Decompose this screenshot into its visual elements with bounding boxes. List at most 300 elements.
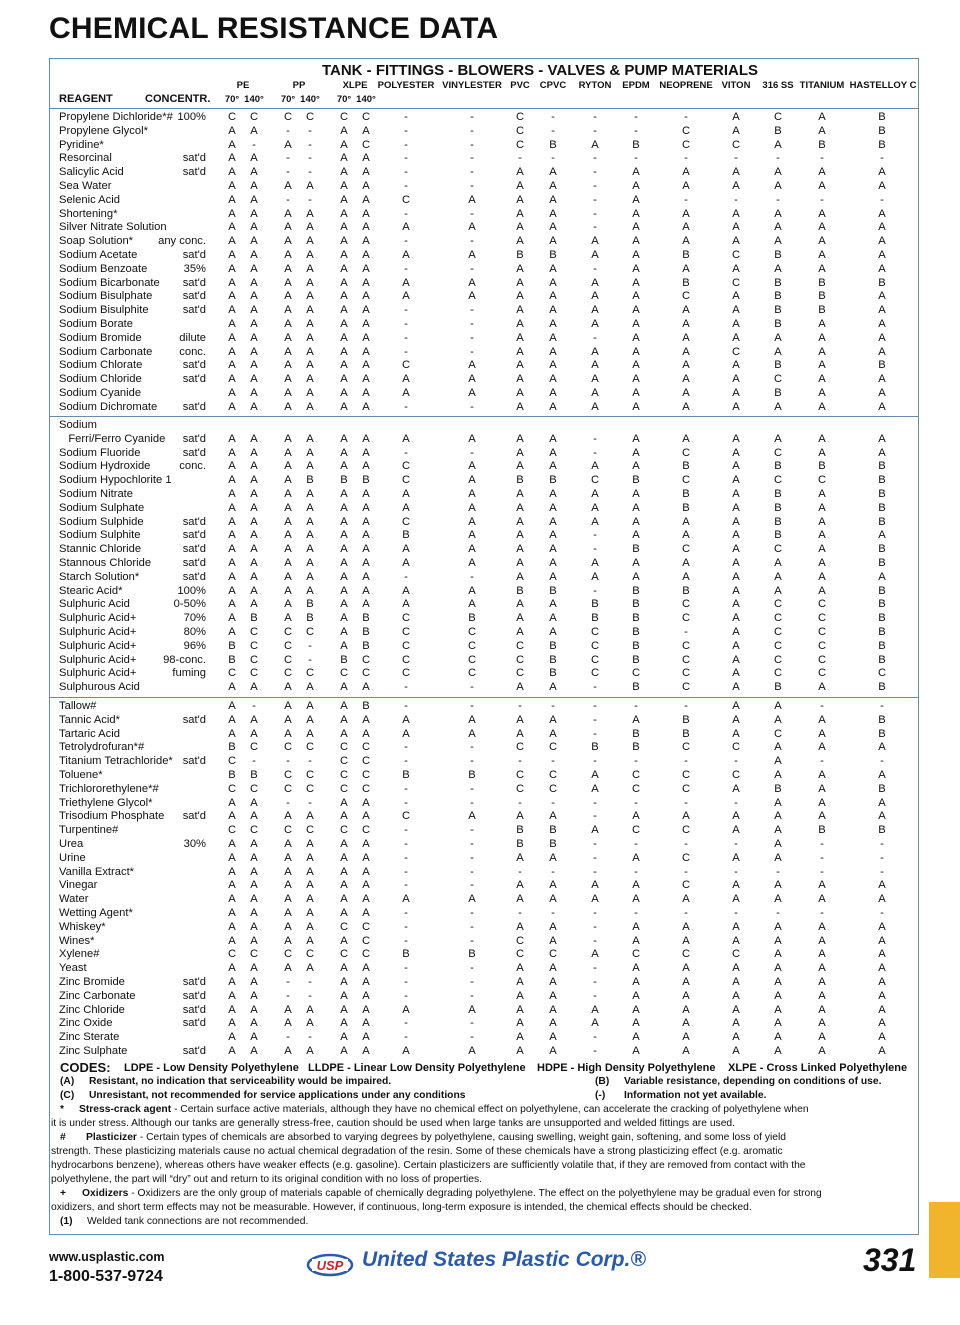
temperature-header: 70° [224,94,240,105]
resistance-rating: A [250,713,258,726]
resistance-rating: A [250,387,258,399]
resistance-rating: A [732,920,740,933]
table-row [0,290,960,304]
table-row [0,304,960,318]
resistance-rating: A [632,1045,640,1057]
resistance-rating: B [306,612,314,625]
resistance-rating: A [732,488,740,500]
reagent-name: Sodium Bromide [59,331,142,344]
resistance-rating: A [774,838,782,850]
resistance-rating: A [284,557,292,569]
resistance-rating: C [681,653,691,666]
resistance-rating: A [284,907,292,919]
resistance-rating: C [249,782,259,795]
resistance-rating: - [684,865,688,878]
resistance-rating: A [228,1003,236,1016]
resistance-rating: A [362,359,370,372]
resistance-rating: - [404,570,408,583]
resistance-rating: A [340,934,348,947]
resistance-rating: A [284,345,292,358]
resistance-rating: - [551,152,555,165]
resistance-rating: - [308,152,312,165]
resistance-rating: - [593,976,597,988]
resistance-rating: - [518,700,522,712]
resistance-rating: C [467,653,477,666]
table-row [0,557,960,571]
resistance-rating: - [470,879,474,892]
reagent-concentration: sat'd [182,557,206,569]
resistance-rating: C [305,948,315,961]
resistance-rating: A [340,318,348,330]
resistance-rating: - [634,124,638,137]
resistance-rating: A [632,460,640,473]
resistance-rating: B [362,474,370,487]
resistance-rating: - [470,111,474,123]
resistance-rating: A [228,446,236,459]
reagent-concentration: sat'd [182,276,206,289]
resistance-rating: A [516,1045,524,1057]
resistance-rating: - [880,193,884,206]
resistance-rating: A [516,488,524,500]
resistance-rating: A [632,976,640,988]
resistance-rating: C [731,948,741,961]
resistance-rating: A [632,920,640,933]
resistance-rating: C [681,598,691,611]
resistance-rating: A [632,989,640,1002]
resistance-rating: - [593,907,597,919]
resistance-rating: C [339,741,349,754]
reagent-concentration: sat'd [182,359,206,372]
resistance-rating: A [284,934,292,947]
resistance-rating: - [404,138,408,151]
resistance-rating: A [362,962,370,975]
resistance-rating: A [340,138,348,151]
resistance-rating: A [549,387,557,399]
resistance-rating: - [593,152,597,165]
resistance-rating: A [340,193,348,206]
resistance-rating: A [228,166,236,179]
resistance-rating: A [228,359,236,372]
resistance-rating: A [284,373,292,386]
stress-heading: Stress-crack agent [79,1104,172,1115]
resistance-rating: - [684,193,688,206]
resistance-rating: A [818,111,826,123]
material-header: HASTELLOY C [849,80,917,91]
reagent-name: Wines* [59,934,95,947]
reagent-name: Sodium Sulphite [59,529,141,542]
resistance-rating: A [228,304,236,317]
resistance-rating: - [593,838,597,850]
resistance-rating: B [774,249,782,261]
resistance-rating: A [878,249,886,261]
resistance-rating: A [306,400,314,413]
resistance-rating: A [774,1017,782,1030]
resistance-rating: A [362,345,370,358]
resistance-rating: A [468,249,476,261]
resistance-rating: C [515,124,525,137]
resistance-rating: A [306,713,314,726]
resistance-rating: C [401,639,411,652]
resistance-rating: B [878,111,886,123]
temperature-header: 140° [356,94,376,105]
reagent-name: Sodium Borate [59,318,134,330]
resistance-rating: A [284,700,292,712]
resistance-rating: - [404,1017,408,1030]
resistance-rating: A [732,180,740,192]
footer-website[interactable]: www.usplastic.com [49,1250,165,1264]
resistance-rating: A [402,1003,410,1016]
resistance-rating: - [404,207,408,220]
resistance-rating: - [776,865,780,878]
resistance-rating: A [732,400,740,413]
resistance-rating: A [549,180,557,192]
stress-text-1: - Certain surface active materials, although they have no chemical effect on polyethylene, can accelerate the cracking of polyethylene when [171,1104,809,1115]
resistance-rating: A [591,557,599,569]
resistance-rating: C [249,741,259,754]
resistance-rating: - [684,700,688,712]
resistance-rating: - [286,152,290,165]
resistance-rating: A [250,838,258,850]
resistance-rating: A [549,962,557,975]
resistance-rating: C [283,639,293,652]
plasticizer-text-3: hydrocarbons benzene), whereas others have weaker effects (e.g. gasoline). Certain plasticizers are sufficiently volatile that, if they are removed from contact with the [51,1160,806,1171]
resistance-rating: C [305,769,315,781]
resistance-rating: A [516,1031,524,1044]
resistance-rating: A [362,1045,370,1057]
resistance-rating: C [681,782,691,795]
resistance-rating: A [228,400,236,413]
reagent-name: Ferri/Ferro Cyanide [59,432,166,445]
resistance-rating: A [549,612,557,625]
resistance-rating: B [632,653,640,666]
resistance-rating: B [549,474,557,487]
resistance-rating: A [878,180,886,192]
resistance-rating: A [362,262,370,275]
resistance-rating: A [340,907,348,919]
resistance-rating: A [549,934,557,947]
temperature-header: 70° [336,94,352,105]
table-row [0,194,960,208]
resistance-rating: A [878,529,886,542]
reagent-concentration: sat'd [182,400,206,413]
resistance-rating: A [591,893,599,906]
table-row [0,769,960,783]
resistance-rating: B [362,639,370,652]
resistance-rating: A [228,796,236,809]
resistance-rating: A [516,318,524,330]
resistance-rating: - [593,543,597,556]
resistance-rating: C [283,111,293,123]
resistance-rating: A [549,851,557,864]
resistance-rating: - [286,989,290,1002]
resistance-rating: A [632,557,640,569]
resistance-rating: - [880,865,884,878]
resistance-rating: A [878,290,886,303]
resistance-rating: A [228,713,236,726]
resistance-rating: - [470,331,474,344]
resistance-rating: A [732,515,740,528]
resistance-rating: B [516,584,524,597]
resistance-rating: A [284,501,292,514]
resistance-rating: A [732,446,740,459]
resistance-rating: A [549,1031,557,1044]
reagent-name: Yeast [59,962,87,975]
resistance-rating: - [634,838,638,850]
resistance-rating: A [306,262,314,275]
table-row [0,585,960,599]
resistance-rating: - [404,851,408,864]
resistance-rating: A [228,727,236,740]
table-row [0,529,960,543]
resistance-rating: C [401,474,411,487]
resistance-rating: A [632,373,640,386]
resistance-rating: C [227,755,237,768]
resistance-rating: - [470,934,474,947]
resistance-rating: B [818,460,826,473]
resistance-rating: - [734,755,738,768]
resistance-rating: A [632,488,640,500]
resistance-rating: A [682,387,690,399]
resistance-rating: A [516,373,524,386]
resistance-rating: - [308,989,312,1002]
resistance-rating: - [470,976,474,988]
resistance-rating: C [731,138,741,151]
resistance-rating: C [631,948,641,961]
material-header: EPDM [622,80,650,91]
resistance-rating: A [591,249,599,261]
resistance-rating: C [361,769,371,781]
reagent-name: Soap Solution* [59,235,134,248]
resistance-rating: - [734,838,738,850]
resistance-rating: - [593,111,597,123]
resistance-rating: A [682,359,690,372]
resistance-rating: A [284,249,292,261]
reagent-name: Turpentine# [59,824,119,837]
resistance-rating: A [284,304,292,317]
resistance-rating: B [549,138,557,151]
resistance-rating: C [361,755,371,768]
resistance-rating: A [632,879,640,892]
resistance-rating: A [228,989,236,1002]
resistance-rating: A [228,207,236,220]
resistance-rating: A [818,318,826,330]
resistance-rating: A [340,249,348,261]
resistance-rating: A [549,221,557,234]
resistance-rating: A [632,207,640,220]
resistance-rating: A [818,331,826,344]
resistance-rating: C [339,824,349,837]
plasticizer-line-1 [86,1131,786,1145]
resistance-rating: C [305,626,315,638]
resistance-rating: B [878,474,886,487]
resistance-rating: - [470,1017,474,1030]
resistance-rating: A [682,1031,690,1044]
table-row [0,332,960,346]
resistance-rating: A [362,446,370,459]
resistance-rating: B [516,249,524,261]
resistance-rating: C [817,626,827,638]
resistance-rating: A [284,221,292,234]
resistance-rating: - [470,304,474,317]
resistance-rating: A [732,681,740,694]
resistance-rating: A [632,331,640,344]
resistance-rating: A [591,515,599,528]
resistance-rating: A [591,235,599,248]
resistance-rating: C [631,667,641,680]
resistance-rating: A [632,962,640,975]
reagent-name: Propylene Glycol* [59,124,148,137]
resistance-rating: A [732,639,740,652]
resistance-rating: - [684,907,688,919]
resistance-rating: A [682,934,690,947]
reagent-name: Sulphuric Acid [59,598,130,611]
table-row [0,263,960,277]
resistance-rating: A [516,460,524,473]
resistance-rating: A [362,249,370,261]
resistance-rating: B [632,612,640,625]
reagent-concentration: sat'd [182,570,206,583]
reagent-concentration: 35% [183,262,206,275]
resistance-rating: A [306,345,314,358]
resistance-rating: A [732,810,740,823]
resistance-rating: - [470,851,474,864]
resistance-rating: A [340,400,348,413]
resistance-rating: A [340,152,348,165]
resistance-rating: A [250,359,258,372]
resistance-rating: - [470,1031,474,1044]
reagent-concentration: 30% [183,838,206,850]
resistance-rating: C [339,755,349,768]
table-row [0,626,960,640]
resistance-rating: A [549,318,557,330]
resistance-rating: A [732,598,740,611]
resistance-rating: A [362,543,370,556]
resistance-rating: - [593,584,597,597]
resistance-rating: A [340,810,348,823]
resistance-rating: A [362,893,370,906]
resistance-rating: C [227,782,237,795]
code-c-text: Unresistant, not recommended for service applications under any conditions [89,1090,466,1101]
resistance-rating: C [305,741,315,754]
resistance-rating: A [516,515,524,528]
resistance-rating: A [228,387,236,399]
resistance-rating: - [470,235,474,248]
resistance-rating: B [632,741,640,754]
resistance-rating: - [593,713,597,726]
reagent-concentration: sat'd [182,166,206,179]
resistance-rating: B [878,727,886,740]
temperature-header: 140° [244,94,264,105]
resistance-rating: - [404,700,408,712]
resistance-rating: A [468,432,476,445]
resistance-rating: A [340,700,348,712]
reagent-concentration: sat'd [182,543,206,556]
resistance-rating: - [470,446,474,459]
resistance-rating: C [361,782,371,795]
resistance-rating: A [774,989,782,1002]
resistance-rating: B [878,138,886,151]
resistance-rating: A [228,515,236,528]
resistance-rating: A [362,1017,370,1030]
resistance-rating: A [250,235,258,248]
reagent-concentration: sat'd [182,515,206,528]
resistance-rating: B [774,304,782,317]
resistance-rating: A [549,166,557,179]
resistance-rating: C [339,920,349,933]
resistance-rating: A [878,387,886,399]
resistance-rating: - [470,570,474,583]
resistance-rating: C [515,667,525,680]
resistance-rating: - [308,639,312,652]
resistance-rating: B [774,290,782,303]
resistance-rating: A [250,1003,258,1016]
resistance-rating: A [632,235,640,248]
reagent-name: Sodium Nitrate [59,488,133,500]
resistance-rating: A [340,989,348,1002]
reagent-name: Zinc Sulphate [59,1045,128,1057]
resistance-rating: A [250,290,258,303]
resistance-rating: C [877,667,887,680]
resistance-rating: A [228,976,236,988]
resistance-rating: A [228,557,236,569]
resistance-rating: B [878,639,886,652]
table-row [0,1004,960,1018]
resistance-rating: B [878,276,886,289]
resistance-rating: A [340,570,348,583]
plasticizer-heading: Plasticizer [86,1132,137,1143]
resistance-rating: A [250,432,258,445]
resistance-rating: A [818,359,826,372]
resistance-rating: A [362,180,370,192]
resistance-rating: A [774,700,782,712]
reagent-name: Sodium Acetate [59,249,138,261]
reagent-concentration: 98-conc. [163,653,206,666]
resistance-rating: A [228,138,236,151]
code-b-key: (B) [595,1076,610,1087]
resistance-rating: C [283,667,293,680]
reagent-name: Zinc Bromide [59,976,125,988]
resistance-rating: B [632,639,640,652]
resistance-rating: A [774,976,782,988]
resistance-rating: C [283,741,293,754]
resistance-rating: A [228,962,236,975]
resistance-rating: A [228,124,236,137]
resistance-rating: A [878,235,886,248]
resistance-rating: - [404,345,408,358]
resistance-rating: C [631,769,641,781]
resistance-rating: A [818,1017,826,1030]
resistance-rating: A [250,446,258,459]
weld-text: Welded tank connections are not recommended. [87,1216,309,1227]
resistance-rating: A [284,810,292,823]
resistance-rating: - [470,152,474,165]
resistance-rating: B [402,769,410,781]
footer-phone: 1-800-537-9724 [49,1268,163,1285]
table-row [0,460,960,474]
resistance-rating: B [228,653,236,666]
reagent-name: Starch Solution* [59,570,140,583]
resistance-rating: - [593,180,597,192]
resistance-rating: A [250,400,258,413]
resistance-rating: A [284,488,292,500]
resistance-rating: A [732,1045,740,1057]
resistance-rating: C [731,276,741,289]
resistance-rating: A [818,529,826,542]
resistance-rating: - [593,851,597,864]
resistance-rating: A [362,432,370,445]
resistance-rating: C [681,667,691,680]
resistance-rating: A [774,948,782,961]
